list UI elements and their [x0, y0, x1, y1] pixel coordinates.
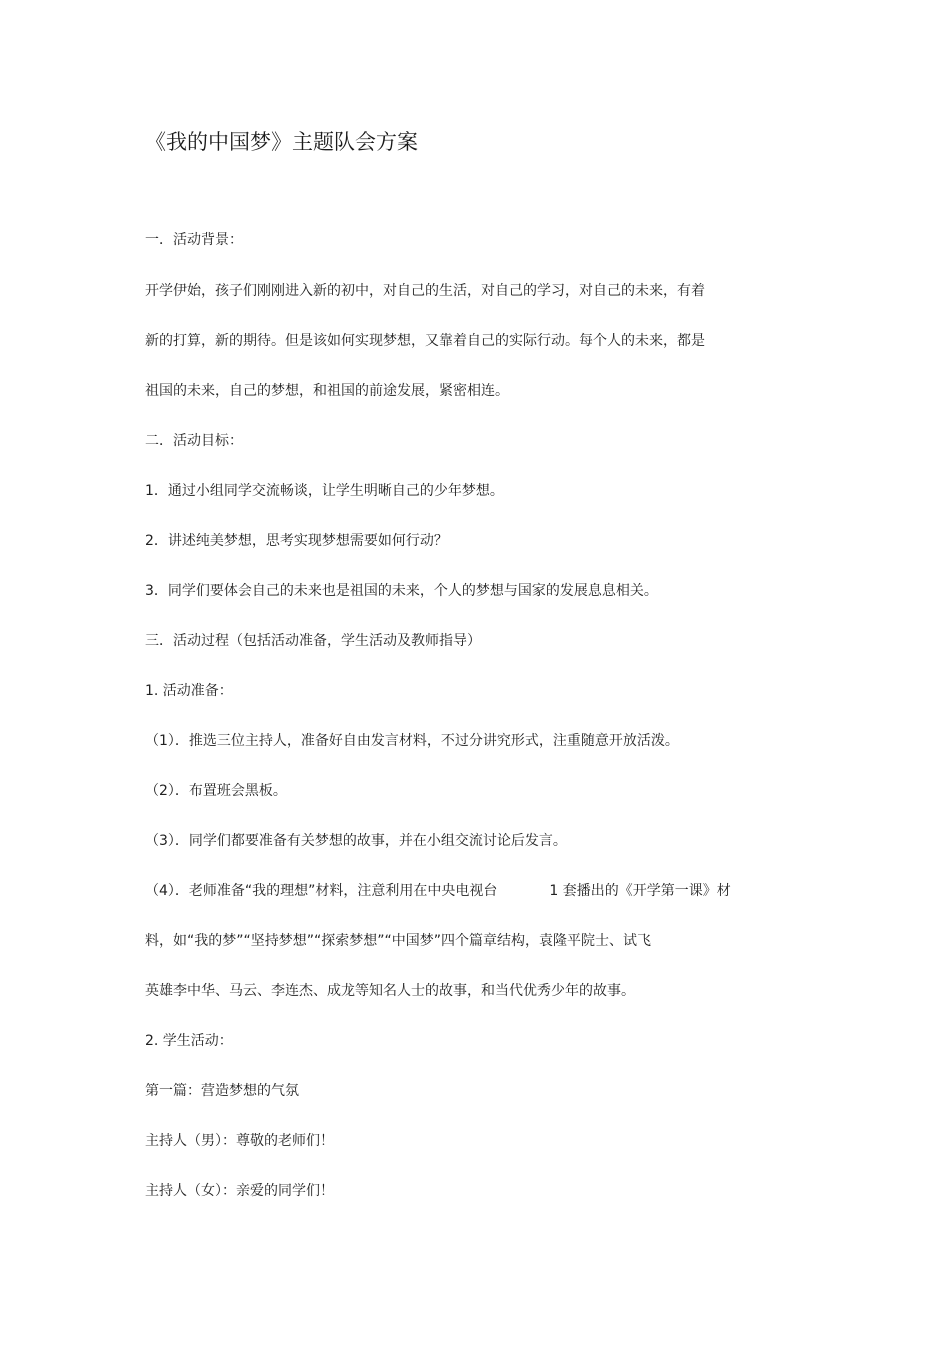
list-item: （1）．推选三位主持人，准备好自由发言材料，不过分讲究形式，注重随意开放活泼。 [145, 733, 679, 749]
document-title: 《我的中国梦》主题队会方案 [145, 130, 418, 154]
paragraph-line: 祖国的未来，自己的梦想，和祖国的前途发展，紧密相连。 [145, 383, 509, 399]
list-item: （2）．布置班会黑板。 [145, 783, 287, 799]
subsection-heading: 1. 活动准备： [145, 683, 233, 699]
list-item: （3）．同学们都要准备有关梦想的故事，并在小组交流讨论后发言。 [145, 833, 567, 849]
section-heading-goals: 二．活动目标： [145, 433, 243, 449]
list-item-part: （4）．老师准备“我的理想”材料，注意利用在中央电视台 [145, 883, 498, 899]
paragraph-line: 主持人（男）：尊敬的老师们！ [145, 1133, 334, 1149]
list-item: 1．通过小组同学交流畅谈，让学生明晰自己的少年梦想。 [145, 483, 504, 499]
list-item: 3．同学们要体会自己的未来也是祖国的未来，个人的梦想与国家的发展息息相关。 [145, 583, 658, 599]
list-item-part: 1 套播出的《开学第一课》材 [549, 883, 731, 899]
paragraph-line: 英雄李中华、马云、李连杰、成龙等知名人士的故事，和当代优秀少年的故事。 [145, 983, 635, 999]
paragraph-line: 第一篇：营造梦想的气氛 [145, 1083, 299, 1099]
section-heading-background: 一．活动背景： [145, 232, 243, 248]
list-item [145, 881, 731, 901]
subsection-heading: 2. 学生活动： [145, 1033, 233, 1049]
paragraph-line: 主持人（女）：亲爱的同学们！ [145, 1183, 334, 1199]
list-item: 2．讲述纯美梦想，思考实现梦想需要如何行动？ [145, 533, 448, 549]
paragraph-line: 料，如“我的梦”“坚持梦想”“探索梦想”“中国梦”四个篇章结构，袁隆平院士、试飞 [145, 933, 652, 949]
paragraph-line: 新的打算，新的期待。但是该如何实现梦想，又靠着自己的实际行动。每个人的未来，都是 [145, 333, 705, 349]
section-heading-process: 三．活动过程（包括活动准备，学生活动及教师指导） [145, 633, 481, 649]
paragraph-line: 开学伊始，孩子们刚刚进入新的初中，对自己的生活，对自己的学习，对自己的未来，有着 [145, 283, 705, 299]
